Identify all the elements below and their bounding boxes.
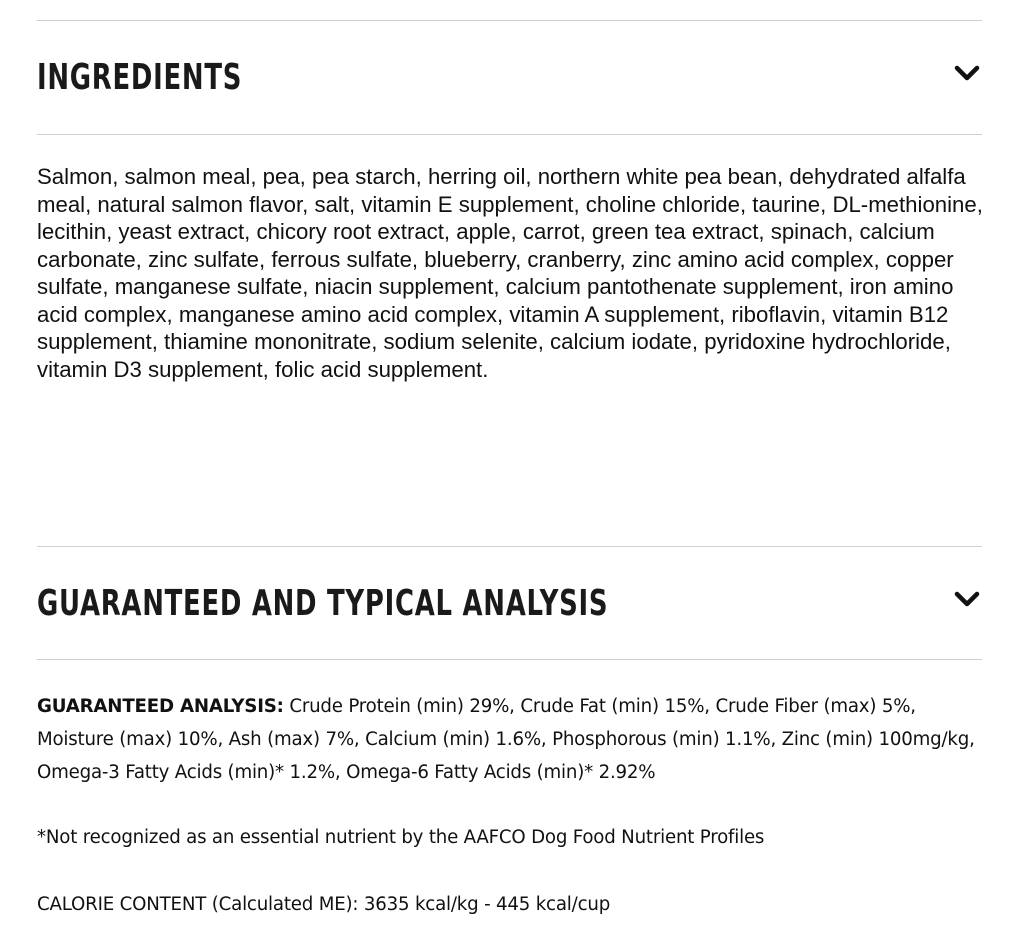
aafco-footnote: *Not recognized as an essential nutrient by the AAFCO Dog Food Nutrient Profiles <box>37 827 765 848</box>
ingredients-header-divider <box>37 134 982 135</box>
analysis-title: GUARANTEED AND TYPICAL ANALYSIS <box>37 582 609 624</box>
ingredients-list: Salmon, salmon meal, pea, pea starch, herring oil, northern white pea bean, dehydrated alfalfa meal, natural salmon flavor, salt, vitamin E supplement, choline chloride, taurine, DL-methionine, lecithin, yeast extract, chicory root extract, apple, carrot, green tea extract, spinach, calcium carbonate, zinc sulfate, ferrous sulfate, blueberry, cranberry, zinc amino acid complex, copper sulfate, manganese sulfate, niacin supplement, calcium pantothenate supplement, iron amino acid complex, manganese amino acid complex, vitamin A supplement, riboflavin, vitamin B12 supplement, thiamine mononitrate, sodium selenite, calcium iodate, pyridoxine hydrochloride, vitamin D3 supplement, folic acid supplement. <box>37 164 983 382</box>
calorie-content: CALORIE CONTENT (Calculated ME): 3635 kcal/kg - 445 kcal/cup <box>37 894 611 915</box>
chevron-down-icon[interactable] <box>952 587 982 611</box>
chevron-down-icon[interactable] <box>952 61 982 85</box>
analysis-accordion-header[interactable] <box>37 547 982 659</box>
guaranteed-analysis-values: Crude Protein (min) 29%, Crude Fat (min) 15%, Crude Fiber (max) 5%, Moisture (max) 10%, Ash (max) 7%, Calcium (min) 1.6%, Phosphorous (min) 1.1%, Zinc (min) 100mg/kg, Omega-3 Fatty Acids (min)* 1.2%, Omega-6 Fatty Acids (min)* 2.92% <box>37 696 975 783</box>
guaranteed-analysis-label: GUARANTEED ANALYSIS: <box>37 696 284 717</box>
guaranteed-analysis <box>37 690 982 789</box>
analysis-header-divider <box>37 659 982 660</box>
ingredients-title: INGREDIENTS <box>37 56 243 98</box>
ingredients-accordion-header[interactable] <box>37 21 982 133</box>
